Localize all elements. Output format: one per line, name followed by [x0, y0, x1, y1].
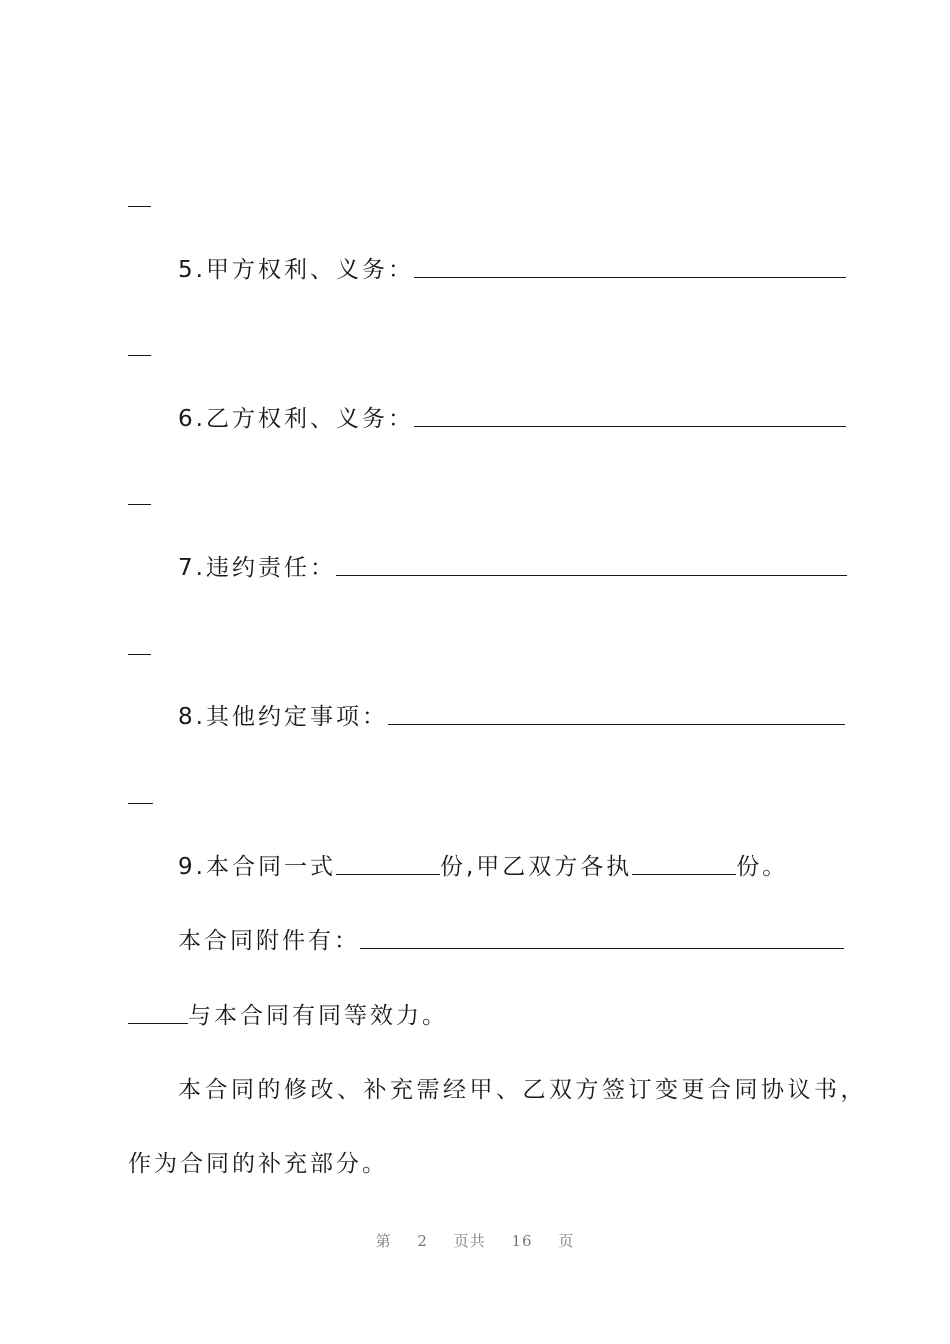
attachments-label: 本合同附件有： [178, 928, 360, 954]
clause-6 [178, 393, 846, 433]
attachments-blank-continuation [128, 1023, 188, 1024]
clause-7-blank [336, 575, 847, 576]
clause-9-text-2: 份,甲乙双方各执 [439, 854, 633, 880]
clause-8-label: 8.其他约定事项： [178, 704, 388, 730]
clause-5-label: 5.甲方权利、义务： [178, 257, 414, 283]
page-footer [0, 1230, 950, 1251]
attachments-continuation [128, 990, 448, 1030]
clause-5 [178, 244, 846, 284]
amendment-text-1: 本合同的修改、补充需经甲、乙双方签订变更合同协议书， [178, 1077, 867, 1103]
footer-prefix: 第 [375, 1232, 392, 1250]
clause-9-text-1: 9.本合同一式 [178, 854, 336, 880]
clause-6-label: 6.乙方权利、义务： [178, 406, 414, 432]
clause-7 [178, 542, 847, 582]
blank-line-continuation [128, 504, 151, 505]
copies-each-blank [632, 874, 736, 875]
blank-line-continuation [128, 654, 151, 655]
blank-line-continuation [128, 206, 151, 207]
footer-middle: 页共 [453, 1232, 486, 1250]
clause-5-blank [414, 277, 846, 278]
clause-8-blank [388, 724, 845, 725]
attachments-blank [360, 948, 844, 949]
clause-9 [178, 841, 788, 881]
blank-line-continuation [128, 355, 151, 356]
clause-8 [178, 691, 845, 731]
clause-9-text-3: 份。 [736, 854, 789, 880]
blank-line-continuation [128, 803, 153, 804]
copies-total-blank [336, 874, 440, 875]
clause-6-blank [414, 426, 846, 427]
footer-suffix: 页 [558, 1232, 575, 1250]
footer-current-page: 2 [417, 1232, 428, 1250]
amendment-line-2 [128, 1138, 388, 1178]
footer-total-pages: 16 [511, 1232, 533, 1250]
amendment-text-2: 作为合同的补充部分。 [128, 1151, 388, 1177]
amendment-line-1 [178, 1064, 867, 1104]
clause-7-label: 7.违约责任： [178, 555, 336, 581]
attachments-effect-text: 与本合同有同等效力。 [188, 1003, 448, 1029]
attachments-line [178, 915, 844, 955]
